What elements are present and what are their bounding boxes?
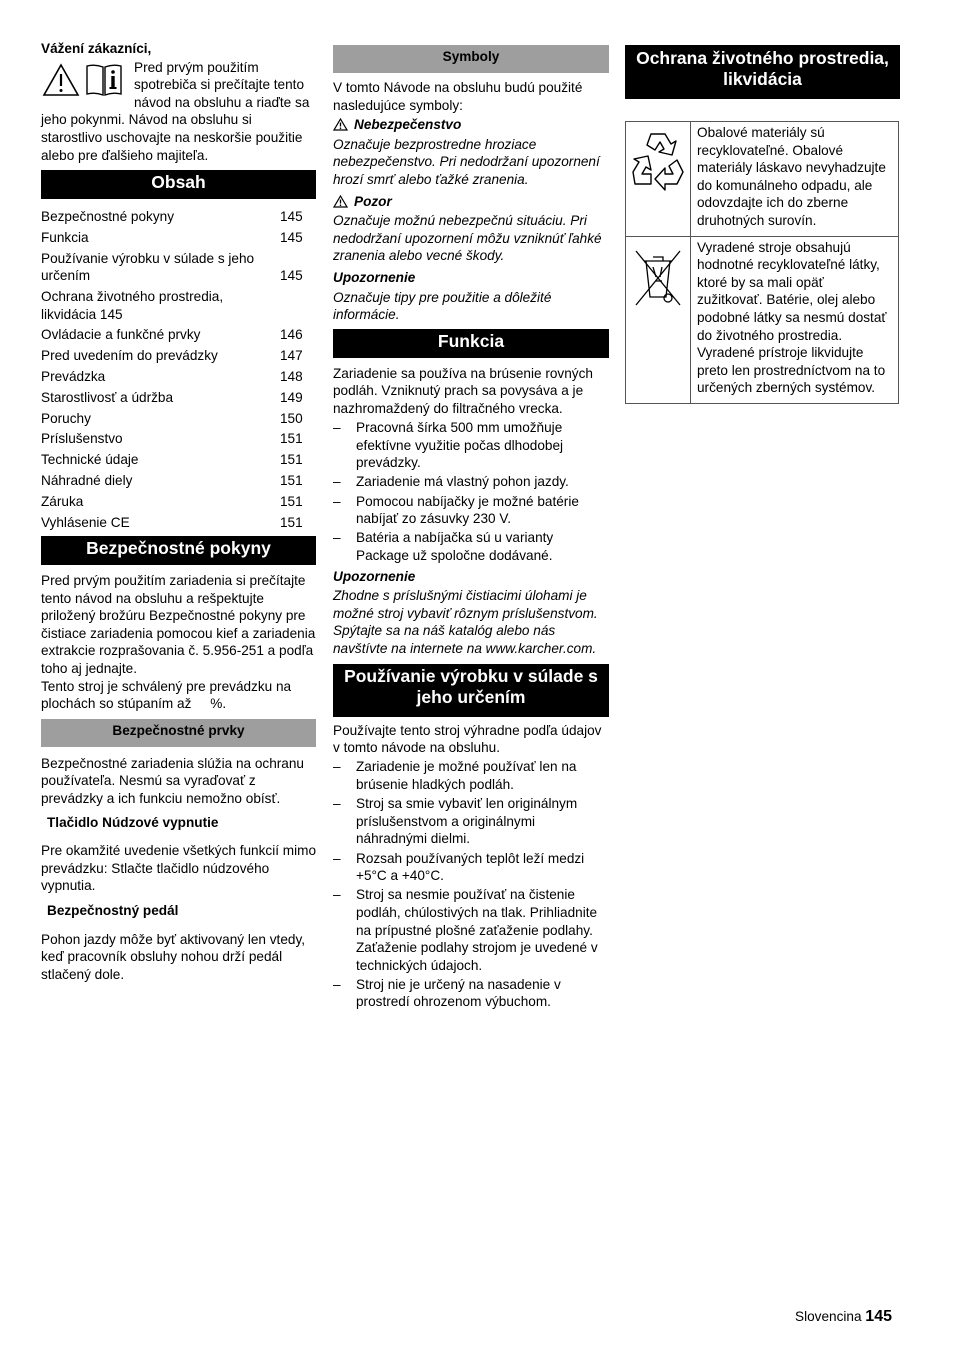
- list-item: – Stroj nie je určený na nasadenie v prostredí ohrozenom výbuchom.: [333, 976, 609, 1011]
- toc-item-label: Bezpečnostné pokyny: [41, 209, 175, 225]
- toc-item[interactable]: [41, 410, 316, 428]
- function-list: [333, 419, 609, 565]
- toc-item-label: Ochrana životného prostredia, likvidácia 145: [41, 289, 224, 322]
- column-left: [41, 40, 316, 983]
- toc-item-label: Technické údaje: [41, 452, 139, 468]
- toc-item-page: 145: [280, 229, 303, 245]
- toc-item-label: Náhradné diely: [41, 472, 133, 488]
- usage-list: [333, 758, 609, 1011]
- note-title: Upozornenie: [333, 269, 416, 285]
- list-item: – Stroj sa smie vybaviť len originálnym príslušenstvom a originálnymi náhradnými dielmi.: [333, 795, 609, 848]
- caution-title-text: Pozor: [354, 193, 392, 209]
- toc-item[interactable]: [41, 514, 316, 532]
- pedal-heading: Bezpečnostný pedál: [47, 903, 179, 918]
- safety-devices-text: Bezpečnostné zariadenia slúžia na ochranu používateľa. Nesmú sa vyraďovať z prevádzky a ich funkciu nemožno obísť.: [41, 755, 304, 807]
- list-item: – Pracovná šírka 500 mm umožňuje efektívne využitie počas dlhodobej prevádzky.: [333, 419, 609, 472]
- toc-item-page: 148: [280, 369, 303, 385]
- toc-item-page: 150: [280, 410, 303, 426]
- environment-icon-cell: [626, 122, 691, 237]
- list-item: – Batéria a nabíjačka sú u varianty Package už spoločne dodávané.: [333, 529, 609, 564]
- toc-item[interactable]: [41, 493, 316, 511]
- footer-language: Slovencina: [795, 1309, 862, 1324]
- toc-item-label: Ovládacie a funkčné prvky: [41, 327, 201, 343]
- symbols-heading: Symboly: [333, 45, 609, 73]
- toc-item-label: Používanie výrobku v súlade s jeho určením: [41, 250, 255, 284]
- toc-item[interactable]: [41, 229, 316, 247]
- toc-item-page: 151: [280, 452, 303, 468]
- environment-row: [626, 236, 899, 403]
- caution-text: Označuje možnú nebezpečnú situáciu. Pri nedodržaní upozornení môžu vzniknúť ľahké zranenia alebo vecné škody.: [333, 213, 602, 264]
- toc-item-page: 145: [280, 268, 303, 284]
- toc-item[interactable]: [41, 347, 316, 365]
- toc-item-page: 149: [280, 389, 303, 405]
- toc-item-label: Poruchy: [41, 410, 91, 426]
- column-middle: [333, 45, 609, 1011]
- intro-text-beside: Pred prvým použitím spotrebiča si prečítajte tento návod na obsluhu a riaďte sa: [134, 59, 310, 110]
- toc-item[interactable]: [41, 472, 316, 490]
- function-note-title: Upozornenie: [333, 568, 416, 584]
- safety-paragraph-1: Pred prvým použitím zariadenia si prečítajte tento návod na obsluhu a rešpektujte priložený brožúru Bezpečnostné pokyny pre čistiace zariadenia pomocou kief a zariadenia extrakcie rozprašovania č. 5.956-251 a podľa toho aj jednajte.: [41, 573, 316, 677]
- warning-triangle-icon: [333, 118, 348, 131]
- list-item: – Zariadenie je možné používať len na brúsenie hladkých podláh.: [333, 758, 609, 793]
- environment-table: [625, 121, 899, 404]
- toc-item[interactable]: [41, 451, 316, 469]
- safety-heading: Bezpečnostné pokyny: [41, 536, 316, 565]
- environment-text-cell: Obalové materiály sú recyklovateľné. Obalové materiály láskavo nevyhadzujte do komunálneho odpadu, ale odovzdajte ich do zberne druhotných surovín.: [691, 122, 899, 237]
- environment-text-cell: Vyradené stroje obsahujú hodnotné recyklovateľné látky, ktoré by sa mali opäť zužitkovať. Batérie, olej alebo podobné látky sa nesmú dostať do životného prostredia. Vyradené prístroje likvidujte preto len prostredníctvom na to určených zberných systémov.: [691, 236, 899, 403]
- toc-heading: Obsah: [41, 170, 316, 199]
- environment-heading: Ochrana životného prostredia, likvidácia: [625, 45, 900, 99]
- function-note-text-2: Spýtajte sa na náš katalóg alebo nás navštívte na internete na www.karcher.com.: [333, 623, 597, 656]
- toc-item-label: Prevádzka: [41, 369, 106, 385]
- toc-item[interactable]: [41, 430, 316, 448]
- environment-icon-cell: [626, 236, 691, 403]
- environment-row: [626, 122, 899, 237]
- intro-block: [41, 59, 316, 165]
- list-item: – Zariadenie má vlastný pohon jazdy.: [333, 473, 609, 491]
- toc-item-label: Funkcia: [41, 229, 89, 245]
- toc-item-page: 147: [280, 348, 303, 364]
- toc-item[interactable]: [41, 250, 316, 285]
- function-note-text-1: Zhodne s príslušnými čistiacimi úlohami je možné stroj vybaviť rôznym príslušenstvom.: [333, 588, 598, 621]
- note-text: Označuje tipy pre použitie a dôležité informácie.: [333, 289, 552, 323]
- manual-info-icon: [84, 63, 124, 97]
- toc-item-label: Príslušenstvo: [41, 431, 123, 447]
- toc-item-page: 151: [280, 493, 303, 509]
- safety-paragraph-2: Tento stroj je schválený pre prevádzku na plochách so stúpaním až %.: [41, 678, 295, 712]
- danger-text: Označuje bezprostredne hroziace nebezpečenstvo. Pri nedodržaní upozornení hrozí smrť alebo ťažké zranenia.: [333, 136, 600, 187]
- toc-item-label: Pred uvedením do prevádzky: [41, 348, 218, 364]
- toc-item-label: Záruka: [41, 493, 84, 509]
- toc-item-page: 146: [280, 327, 303, 343]
- column-right: [625, 45, 900, 404]
- toc-item[interactable]: [41, 326, 316, 344]
- toc-item-label: Starostlivosť a údržba: [41, 389, 174, 405]
- toc-item[interactable]: [41, 389, 316, 407]
- toc-item-page: 151: [280, 472, 303, 488]
- pedal-text: Pohon jazdy môže byť aktivovaný len vtedy, keď pracovník obsluhy nohou drží pedál stlačený dole.: [41, 931, 306, 982]
- list-item: – Stroj sa nesmie používať na čistenie podláh, chúlostivých na tlak. Prihliadnite na prípustné plošné zaťaženie podlahy. Zaťaženie podlahy strojom je uvedené v technických údajoch.: [333, 886, 609, 974]
- caution-title: [333, 193, 609, 211]
- page-number: 145: [865, 1308, 892, 1325]
- page-footer: [795, 1308, 892, 1326]
- safety-devices-heading: Bezpečnostné prvky: [41, 719, 316, 747]
- intro-text-below: jeho pokynmi. Návod na obsluhu si starostlivo uschovajte na neskoršie použitie alebo pre ďalšieho majiteľa.: [41, 112, 303, 163]
- list-item: – Pomocou nabíjačky je možné batérie nabíjať zo zásuvky 230 V.: [333, 493, 609, 528]
- toc-item[interactable]: [41, 208, 316, 226]
- toc-item-page: 151: [280, 431, 303, 447]
- usage-heading: Používanie výrobku v súlade s jeho určením: [333, 664, 609, 717]
- danger-title-text: Nebezpečenstvo: [354, 117, 462, 133]
- list-item: – Rozsah používaných teplôt leží medzi +5°C a +40°C.: [333, 850, 609, 885]
- table-of-contents: [41, 208, 316, 531]
- toc-item[interactable]: [41, 368, 316, 386]
- function-intro: Zariadenie sa používa na brúsenie rovných podláh. Vzniknutý prach sa povysáva a je nazhromaždený do filtračného vrecka.: [333, 365, 593, 416]
- toc-item-page: 151: [280, 514, 303, 530]
- function-heading: Funkcia: [333, 329, 609, 358]
- crossed-bin-icon: [634, 249, 682, 307]
- estop-heading: Tlačidlo Núdzové vypnutie: [47, 814, 219, 830]
- recycling-icon: [631, 128, 685, 192]
- intro-icons: [42, 63, 126, 97]
- symbols-intro: V tomto Návode na obsluhu budú použité nasledujúce symboly:: [333, 80, 583, 113]
- greeting: Vážení zákazníci,: [41, 41, 152, 56]
- danger-title: [333, 116, 609, 134]
- usage-intro: Používajte tento stroj výhradne podľa údajov v tomto návode na obsluhu.: [333, 722, 602, 756]
- warning-triangle-icon: [42, 63, 80, 97]
- toc-item[interactable]: [41, 288, 316, 323]
- toc-item-page: 145: [280, 209, 303, 225]
- estop-text: Pre okamžité uvedenie všetkých funkcií mimo prevádzku: Stlačte tlačidlo núdzového vypnutia.: [41, 843, 317, 894]
- toc-item-label: Vyhlásenie CE: [41, 514, 130, 530]
- warning-triangle-icon: [333, 195, 348, 208]
